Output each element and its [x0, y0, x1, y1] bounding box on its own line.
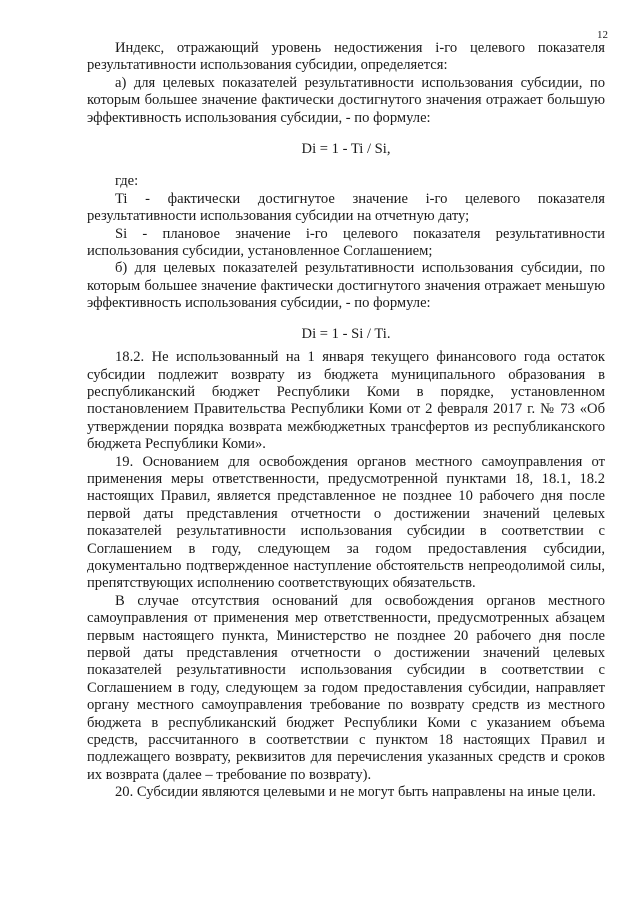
paragraph-case-a: а) для целевых показателей результативности использования субсидии, по которым большее значение фактически достигнутого значения отражает большую эффективность использования субсидии, - по формуле: [87, 74, 605, 126]
paragraph-18-2: 18.2. Не использованный на 1 января текущего финансового года остаток субсидии подлежит возврату из бюджета муниципального образования в республиканский бюджет Республики Коми в порядке, установленном постановлением Правительства Республики Коми от 2 февраля 2017 г. № 73 «Об утверждении порядка возврата межбюджетных трансфертов из республиканского бюджета Республики Коми». [87, 349, 605, 453]
paragraph-where: где: [115, 173, 139, 190]
formula-b: Di = 1 - Si / Ti. [301, 325, 391, 342]
page-number: 12 [597, 29, 608, 41]
paragraph-ti-definition: Ti - фактически достигнутое значение i-го целевого показателя результативности использования субсидии на отчетную дату; [87, 190, 605, 225]
paragraph-index-definition: Индекс, отражающий уровень недостижения i-го целевого показателя результативности использования субсидии, определяется: [87, 40, 605, 74]
paragraph-19: 19. Основанием для освобождения органов местного самоуправления от применения меры ответственности, предусмотренной пунктами 18, 18.1, 18.2 настоящих Правил, является представленное не позднее 10 рабочего дня после первой даты представления отчетности о достижении значений целевых показателей результативности использования субсидии в соответствии с Соглашением в году, следующем за годом предоставления субсидии, документально подтвержденное наступление обстоятельств непреодолимой силы, препятствующих исполнению соответствующих обязательств. [87, 453, 605, 592]
document-body [87, 40, 605, 802]
formula-a: Di = 1 - Ti / Si, [301, 141, 391, 158]
paragraph-case-b: б) для целевых показателей результативности использования субсидии, по которым большее значение фактически достигнутого значения отражает меньшую эффективность использования субсидии, - по формуле: [87, 260, 605, 312]
paragraph-19-no-grounds: В случае отсутствия оснований для освобождения органов местного самоуправления от применения мер ответственности, предусмотренных абзацем первым настоящего пункта, Министерство не позднее 20 рабочего дня после первой даты представления отчетности о достижении значений целевых показателей результативности использования субсидии в соответствии с Соглашением в году, следующем за годом предоставления субсидии, направляет органу местного самоуправления требование по возврату средств из местного бюджета в республиканский бюджет Республики Коми с указанием объема средств, рассчитанного в соответствии с пунктом 18 настоящих Правил и подлежащего возврату, реквизитов для перечисления указанных средств и сроков их возврата (далее – требование по возврату). [87, 592, 605, 783]
paragraph-20: 20. Субсидии являются целевыми и не могут быть направлены на иные цели. [115, 784, 596, 801]
paragraph-si-definition: Si - плановое значение i-го целевого показателя результативности использования субсидии, установленное Соглашением; [87, 225, 605, 260]
